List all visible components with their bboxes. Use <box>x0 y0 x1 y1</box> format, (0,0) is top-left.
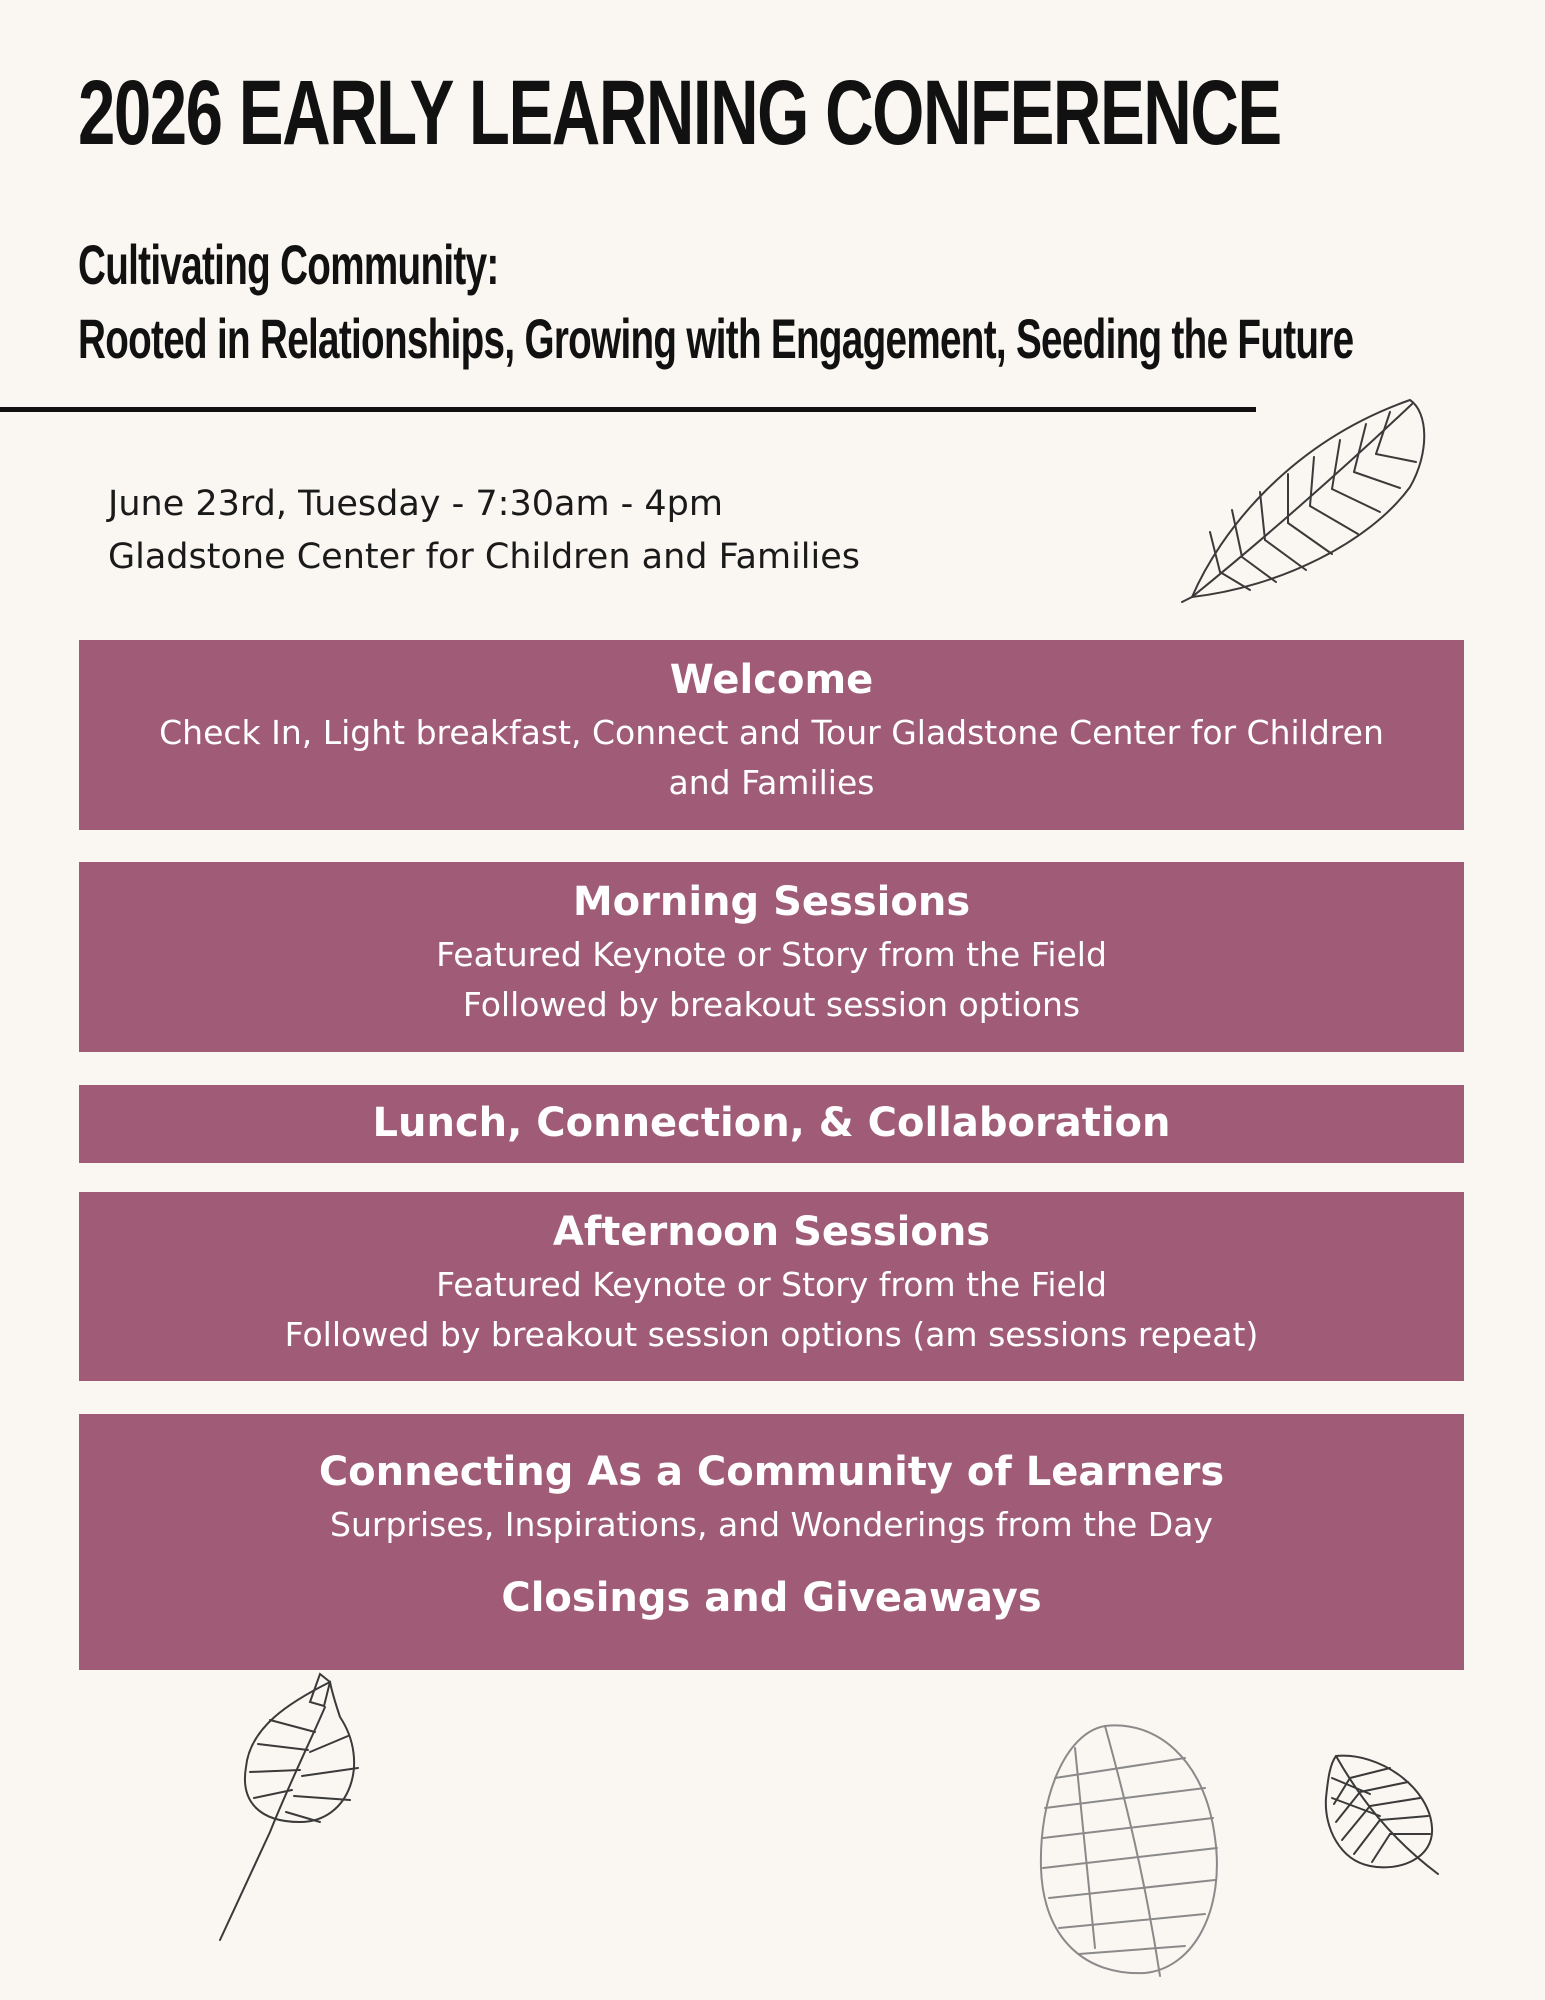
welcome-block <box>79 640 1464 830</box>
afternoon-sessions-line-2: Followed by breakout session options (am sessions repeat) <box>284 1315 1259 1354</box>
event-datetime: June 23rd, Tuesday - 7:30am - 4pm <box>108 484 723 524</box>
morning-sessions-line-2: Followed by breakout session options <box>462 985 1081 1024</box>
header-divider <box>0 407 1256 412</box>
lunch-block <box>79 1085 1464 1163</box>
page-title: 2026 EARLY LEARNING CONFERENCE <box>78 62 1281 164</box>
welcome-title: Welcome <box>669 657 874 703</box>
morning-sessions-line-1: Featured Keynote or Story from the Field <box>436 935 1107 974</box>
theme-line-2: Rooted in Relationships, Growing with Engagement, Seeding the Future <box>78 307 1354 370</box>
afternoon-sessions-block <box>79 1192 1464 1381</box>
afternoon-sessions-line-1: Featured Keynote or Story from the Field <box>436 1265 1107 1304</box>
leaf-sketch-icon <box>1180 392 1440 604</box>
community-title: Connecting As a Community of Learners <box>318 1449 1225 1495</box>
leaf-sketch-icon <box>1320 1748 1440 1876</box>
closings-title: Closings and Giveaways <box>501 1575 1042 1621</box>
morning-sessions-title: Morning Sessions <box>572 879 971 925</box>
community-line-1: Surprises, Inspirations, and Wonderings from the Day <box>330 1505 1213 1544</box>
lunch-title: Lunch, Connection, & Collaboration <box>372 1100 1171 1146</box>
leaf-sketch-icon <box>1035 1718 1235 1980</box>
leaf-sketch-icon <box>210 1672 390 1944</box>
morning-sessions-block <box>79 862 1464 1052</box>
welcome-line-2: and Families <box>668 763 875 802</box>
afternoon-sessions-title: Afternoon Sessions <box>552 1209 991 1255</box>
event-details <box>108 478 860 584</box>
conference-theme <box>78 228 1353 376</box>
event-location: Gladstone Center for Children and Families <box>108 537 861 577</box>
theme-line-1: Cultivating Community: <box>78 233 499 296</box>
community-block <box>79 1414 1464 1670</box>
welcome-line-1: Check In, Light breakfast, Connect and Tour Gladstone Center for Children <box>159 713 1384 752</box>
